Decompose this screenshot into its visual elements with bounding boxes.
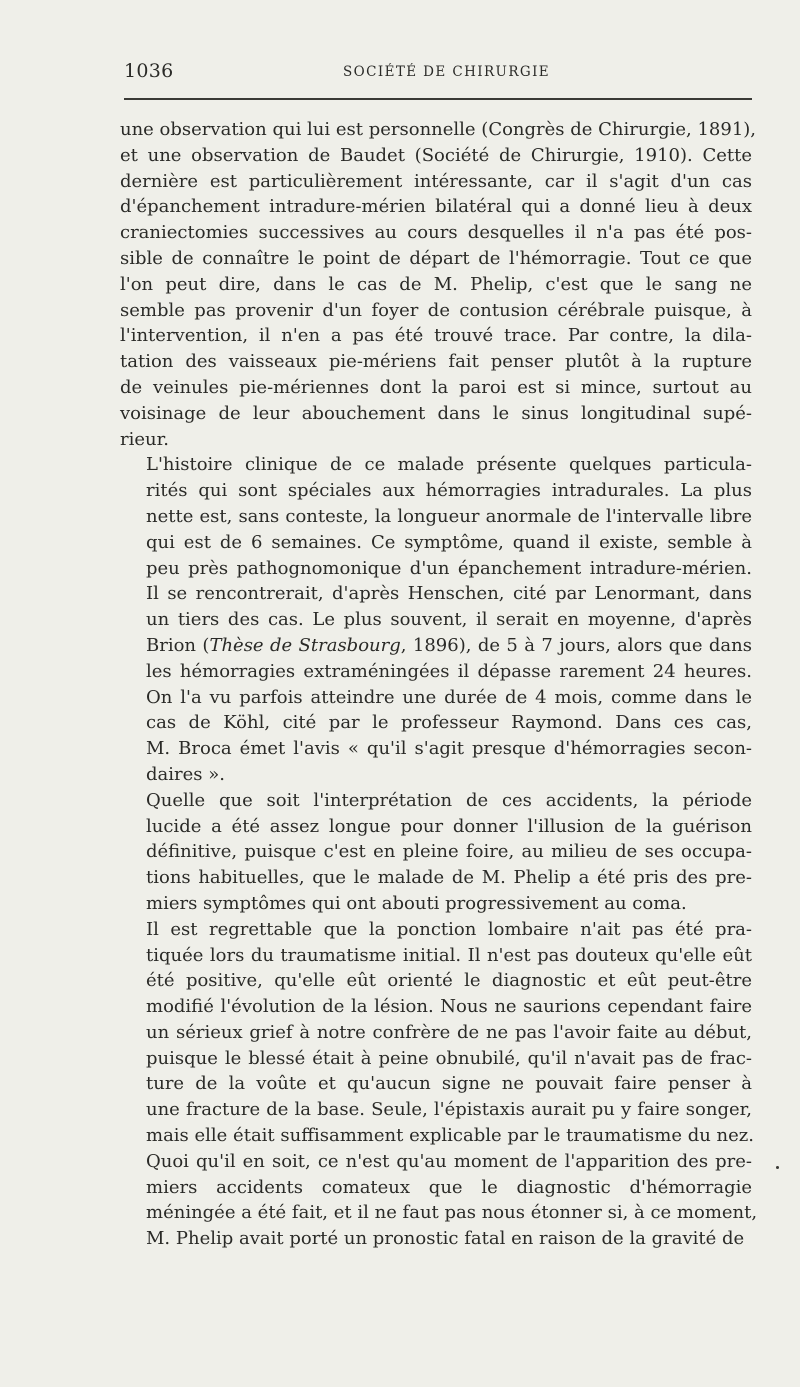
text-line: peu près pathognomonique d'un épanchement intradure-mérien. <box>146 557 752 579</box>
text-line: dernière est particulièrement intéressante, car il s'agit d'un cas <box>120 170 752 192</box>
text-line: M. Phelip avait porté un pronostic fatal en raison de la gravité de <box>146 1228 745 1250</box>
text-line: définitive, puisque c'est en pleine foire, au milieu de ses occupa- <box>146 841 752 863</box>
text-line: tions habituelles, que le malade de M. Phelip a été pris des pre- <box>146 867 752 889</box>
text-line: rieur. <box>120 428 169 450</box>
text-line: sible de connaître le point de départ de l'hémorragie. Tout ce que <box>120 247 752 269</box>
text-line: une observation qui lui est personnelle (Congrès de Chirurgie, 1891), <box>120 119 757 140</box>
text-line: mais elle était suffisamment explicable par le traumatisme du nez. <box>146 1125 755 1147</box>
text-line: miers accidents comateux que le diagnostic d'hémorragie <box>146 1176 752 1198</box>
page-number: 1036 <box>124 60 174 82</box>
paragraph <box>120 917 758 1252</box>
header-rule <box>124 98 752 100</box>
text-line: nette est, sans conteste, la longueur anormale de l'intervalle libre <box>146 505 752 527</box>
text-line: Il se rencontrerait, d'après Henschen, cité par Lenormant, dans <box>146 583 752 605</box>
text-line: qui est de 6 semaines. Ce symptôme, quand il existe, semble à <box>146 531 752 553</box>
text-line: Quoi qu'il en soit, ce n'est qu'au moment de l'apparition des pre- <box>146 1150 752 1172</box>
text-line: Brion (Thèse de Strasbourg, 1896), de 5 à 7 jours, alors que dans <box>146 634 752 656</box>
text-line: daires ». <box>146 763 225 785</box>
text-line: semble pas provenir d'un foyer de contusion cérébrale puisque, à <box>120 299 752 321</box>
text-line: l'on peut dire, dans le cas de M. Phelip, c'est que le sang ne <box>120 273 752 295</box>
paragraph <box>120 788 752 917</box>
paragraph <box>120 452 752 787</box>
text-line: L'histoire clinique de ce malade présente quelques particula- <box>146 454 752 476</box>
text-line: tation des vaisseaux pie-mériens fait penser plutôt à la rupture <box>120 351 752 373</box>
margin-mark <box>776 1166 779 1169</box>
text-line: modifié l'évolution de la lésion. Nous ne saurions cependant faire <box>146 996 752 1018</box>
text-line: puisque le blessé était à peine obnubilé, qu'il n'avait pas de frac- <box>146 1047 752 1069</box>
italic-title: Thèse de Strasbourg <box>209 634 401 656</box>
text-line: Il est regrettable que la ponction lombaire n'ait pas été pra- <box>146 918 752 940</box>
text-line: On l'a vu parfois atteindre une durée de 4 mois, comme dans le <box>146 686 752 708</box>
text-line: un tiers des cas. Le plus souvent, il serait en moyenne, d'après <box>146 609 752 631</box>
text-line: M. Broca émet l'avis « qu'il s'agit presque d'hémorragies secon- <box>146 738 752 760</box>
text-line: un sérieux grief à notre confrère de ne pas l'avoir faite au début, <box>146 1021 752 1043</box>
text-line: tiquée lors du traumatisme initial. Il n'est pas douteux qu'elle eût <box>146 944 752 966</box>
text-line: méningée a été fait, et il ne faut pas nous étonner si, à ce moment, <box>146 1202 758 1224</box>
page-header <box>118 58 752 86</box>
text-line: cas de Köhl, cité par le professeur Raymond. Dans ces cas, <box>146 712 752 734</box>
text-line: d'épanchement intradure-mérien bilatéral qui a donné lieu à deux <box>120 196 752 218</box>
text-line: Quelle que soit l'interprétation de ces accidents, la période <box>146 789 752 811</box>
text-line: les hémorragies extraméningées il dépasse rarement 24 heures. <box>146 660 752 682</box>
text-line: de veinules pie-mériennes dont la paroi est si mince, surtout au <box>120 376 752 398</box>
text-line: une fracture de la base. Seule, l'épistaxis aurait pu y faire songer, <box>146 1099 752 1121</box>
text-line: et une observation de Baudet (Société de Chirurgie, 1910). Cette <box>120 144 752 166</box>
running-title: SOCIÉTÉ DE CHIRURGIE <box>343 64 551 80</box>
text-line: voisinage de leur abouchement dans le sinus longitudinal supé- <box>120 402 752 424</box>
text-line: été positive, qu'elle eût orienté le diagnostic et eût peut-être <box>146 970 752 992</box>
text-line: miers symptômes qui ont abouti progressivement au coma. <box>146 892 687 914</box>
paragraph <box>120 117 757 452</box>
text-line: lucide a été assez longue pour donner l'illusion de la guérison <box>146 815 752 837</box>
text-line: craniectomies successives au cours desquelles il n'a pas été pos- <box>120 222 752 244</box>
text-line: l'intervention, il n'en a pas été trouvé trace. Par contre, la dila- <box>120 325 752 347</box>
text-line: ture de la voûte et qu'aucun signe ne pouvait faire penser à <box>146 1073 752 1095</box>
body-text <box>120 117 758 1252</box>
text-line: rités qui sont spéciales aux hémorragies intradurales. La plus <box>146 480 752 502</box>
